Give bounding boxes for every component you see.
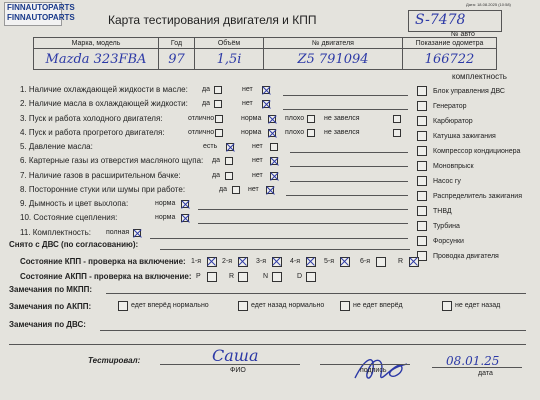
check-3-bad-box[interactable] (307, 115, 315, 123)
akpp-note-fwd-ok-box[interactable] (118, 301, 128, 311)
check-7-no: нет (252, 172, 263, 179)
akpp-p-box[interactable] (207, 272, 217, 282)
akpp-note-no-fwd: не едет вперёд (353, 302, 403, 309)
check-2-yes-box[interactable] (214, 100, 222, 108)
check-3-excellent-box[interactable] (215, 115, 223, 123)
kit-10-box[interactable] (417, 221, 427, 231)
make-model-value: Mazda 323FBA (45, 51, 147, 67)
check-2-no: нет (242, 100, 253, 107)
check-9-label: 9. Дымность и цвет выхлопа: (20, 199, 129, 208)
kpp-gear-1-box[interactable] (207, 257, 217, 267)
kit-4-box[interactable] (417, 131, 427, 141)
kpp-gear-3: 3-я (256, 258, 267, 265)
kit-2-box[interactable] (417, 101, 427, 111)
check-5-line (290, 152, 408, 153)
check-10-label: 10. Состояние сцепления: (20, 213, 118, 222)
check-3-label: 3. Пуск и работа холодного двигателя: (20, 114, 163, 123)
akpp-d-box[interactable] (306, 272, 316, 282)
kit-4-label: Катушка зажигания (433, 133, 496, 140)
check-1-label: 1. Наличие охлаждающей жидкости в масле: (20, 85, 188, 94)
finnautoparts-logo (4, 2, 75, 26)
check-3-not-started-box[interactable] (393, 115, 401, 123)
kit-11-box[interactable] (417, 236, 427, 246)
date-line (432, 367, 522, 368)
kpp-gear-5-box[interactable] (340, 257, 350, 267)
tester-name-line (160, 364, 300, 365)
akpp-note-no-back: не едет назад (455, 302, 501, 309)
check-1-yes-box[interactable] (214, 86, 222, 94)
kpp-gear-1: 1-я (191, 258, 202, 265)
check-4-normal-box[interactable] (268, 129, 276, 137)
test-date: 08.01.25 (446, 354, 500, 368)
check-4-excellent: отлично (188, 129, 215, 136)
kit-2-label: Генератор (433, 103, 467, 110)
dvs-notes-line-2 (9, 344, 526, 345)
kit-3-box[interactable] (417, 116, 427, 126)
kit-5-label: Компрессор кондиционера (433, 148, 521, 155)
signature-line (320, 364, 410, 365)
kpp-gear-2: 2-я (222, 258, 233, 265)
check-2-no-box[interactable] (262, 100, 270, 108)
akpp-note-back-ok: едет назад нормально (251, 302, 325, 309)
check-7-yes-box[interactable] (225, 172, 233, 180)
kit-6-box[interactable] (417, 161, 427, 171)
check-6-no-box[interactable] (270, 157, 278, 165)
mkpp-notes-line (106, 293, 526, 294)
check-4-excellent-box[interactable] (215, 129, 223, 137)
kit-12-label: Проводка двигателя (433, 253, 499, 260)
akpp-d: D (297, 273, 303, 280)
kit-9-label: ТНВД (433, 208, 452, 215)
check-1-no-box[interactable] (262, 86, 270, 94)
kpp-gear-r: R (398, 258, 404, 265)
check-3-not-started: не завелся (324, 115, 360, 122)
check-2-yes: да (202, 100, 210, 107)
check-8-yes-box[interactable] (232, 186, 240, 194)
check-8-label: 8. Посторонние стуки или шумы при работе: (20, 185, 186, 194)
check-5-present: есть (203, 143, 218, 150)
check-7-yes: да (212, 172, 220, 179)
akpp-notes-label: Замечания по АКПП: (9, 302, 92, 311)
check-11-label: 11. Комплектность: (20, 228, 91, 237)
kit-6-label: Моновпрыск (433, 163, 474, 170)
check-10-normal-box[interactable] (181, 214, 189, 222)
akpp-r: R (229, 273, 235, 280)
col-year: Год (159, 38, 195, 49)
kit-5-box[interactable] (417, 146, 427, 156)
kpp-gear-3-box[interactable] (272, 257, 282, 267)
col-engine-no: № двигателя (264, 38, 403, 49)
kit-11-label: Форсунки (433, 238, 464, 245)
check-2-line (283, 109, 408, 110)
kpp-gear-r-box[interactable] (409, 257, 419, 267)
check-4-label: 4. Пуск и работа прогретого двигателя: (20, 128, 165, 137)
check-3-excellent: отлично (188, 115, 215, 122)
check-6-no: нет (252, 157, 263, 164)
akpp-p: P (196, 273, 201, 280)
check-3-normal-box[interactable] (268, 115, 276, 123)
removed-line (160, 249, 410, 250)
check-7-no-box[interactable] (270, 172, 278, 180)
dvs-notes-line-1 (100, 330, 526, 331)
tester-name: Саша (212, 346, 259, 365)
akpp-note-back-ok-box[interactable] (238, 301, 248, 311)
tested-label: Тестировал: (88, 356, 141, 365)
check-8-yes: да (219, 186, 227, 193)
check-10-normal: норма (155, 214, 176, 221)
check-5-label: 5. Давление масла: (20, 142, 93, 151)
check-6-line (290, 166, 408, 167)
engine-no-value: Z5 791094 (297, 51, 369, 67)
check-7-line (290, 181, 408, 182)
check-4-not-started-box[interactable] (393, 129, 401, 137)
check-1-no: нет (242, 86, 253, 93)
akpp-n: N (263, 273, 269, 280)
removed-label: Снято с ДВС (по согласованию): (9, 240, 139, 249)
col-make-model: Марка, модель (34, 38, 159, 49)
kit-8-label: Распределитель зажигания (433, 193, 523, 200)
akpp-label: Состояние АКПП - проверка на включение: (20, 272, 192, 281)
check-9-normal-box[interactable] (181, 200, 189, 208)
date-label: дата (478, 370, 493, 377)
volume-value: 1,5i (216, 51, 242, 67)
kit-9-box[interactable] (417, 206, 427, 216)
kpp-gear-4: 4-я (290, 258, 301, 265)
check-4-not-started: не завелся (324, 129, 360, 136)
check-11-line (150, 238, 408, 239)
kit-8-box[interactable] (417, 191, 427, 201)
odometer-value: 166722 (424, 51, 475, 67)
kit-header: комплектность (452, 72, 507, 81)
check-6-label: 6. Картерные газы из отверстия масляного щупа: (20, 156, 204, 165)
check-7-label: 7. Наличие газов в расширительном бачке: (20, 171, 181, 180)
akpp-note-fwd-ok: едет вперёд нормально (131, 302, 209, 309)
check-5-no: нет (252, 143, 263, 150)
page-title: Карта тестирования двигателя и КПП (108, 13, 317, 27)
kit-3-label: Карбюратор (433, 118, 473, 125)
kit-7-label: Насос гу (433, 178, 461, 185)
check-4-normal: норма (241, 129, 262, 136)
vehicle-no-box (408, 10, 502, 32)
check-5-present-box[interactable] (226, 143, 234, 151)
check-3-normal: норма (241, 115, 262, 122)
check-11-full: полная (106, 229, 130, 236)
check-4-bad: плохо (285, 129, 305, 136)
kpp-label: Состояние КПП - проверка на включение: (20, 257, 186, 266)
check-9-normal: норма (155, 200, 176, 207)
akpp-note-no-back-box[interactable] (442, 301, 452, 311)
fio-label: ФИО (230, 367, 246, 374)
mkpp-notes-label: Замечания по МКПП: (9, 285, 93, 294)
signature-label: подпись (360, 367, 387, 374)
col-odometer: Показание одометра (403, 38, 497, 49)
vehicle-no-value: S-7478 (415, 12, 466, 28)
kit-10-label: Турбина (433, 223, 460, 230)
check-9-line (198, 209, 408, 210)
check-6-yes: да (212, 157, 220, 164)
check-10-line (198, 223, 408, 224)
check-1-yes: да (202, 86, 210, 93)
akpp-r-box[interactable] (238, 272, 248, 282)
check-6-yes-box[interactable] (225, 157, 233, 165)
vehicle-no-label: № авто (451, 31, 475, 38)
check-3-bad: плохо (285, 115, 305, 122)
year-value: 97 (168, 51, 185, 67)
vehicle-table (33, 37, 497, 70)
kit-1-label: Блок управления ДВС (433, 88, 505, 95)
logo-line-1: FINNAUTOPARTS (7, 3, 75, 12)
kpp-gear-2-box[interactable] (238, 257, 248, 267)
kpp-gear-5: 5-я (324, 258, 335, 265)
check-2-label: 2. Наличие масла в охлаждающей жидкости: (20, 99, 188, 108)
stamp-date: Дата: 18.08.2025 (10:58) (466, 2, 511, 7)
kpp-gear-6: 6-я (360, 258, 371, 265)
akpp-note-no-fwd-box[interactable] (340, 301, 350, 311)
dvs-notes-label: Замечания по ДВС: (9, 320, 86, 329)
col-volume: Объём (195, 38, 264, 49)
kpp-gear-6-box[interactable] (376, 257, 386, 267)
kpp-gear-4-box[interactable] (306, 257, 316, 267)
kit-7-box[interactable] (417, 176, 427, 186)
check-8-no-box[interactable] (266, 186, 274, 194)
check-5-no-box[interactable] (270, 143, 278, 151)
logo-line-2: FINNAUTOPARTS (7, 13, 75, 22)
check-1-line (283, 95, 408, 96)
check-8-line (286, 195, 408, 196)
akpp-n-box[interactable] (272, 272, 282, 282)
kit-1-box[interactable] (417, 86, 427, 96)
check-4-bad-box[interactable] (307, 129, 315, 137)
check-8-no: нет (248, 186, 259, 193)
check-11-full-box[interactable] (133, 229, 141, 237)
